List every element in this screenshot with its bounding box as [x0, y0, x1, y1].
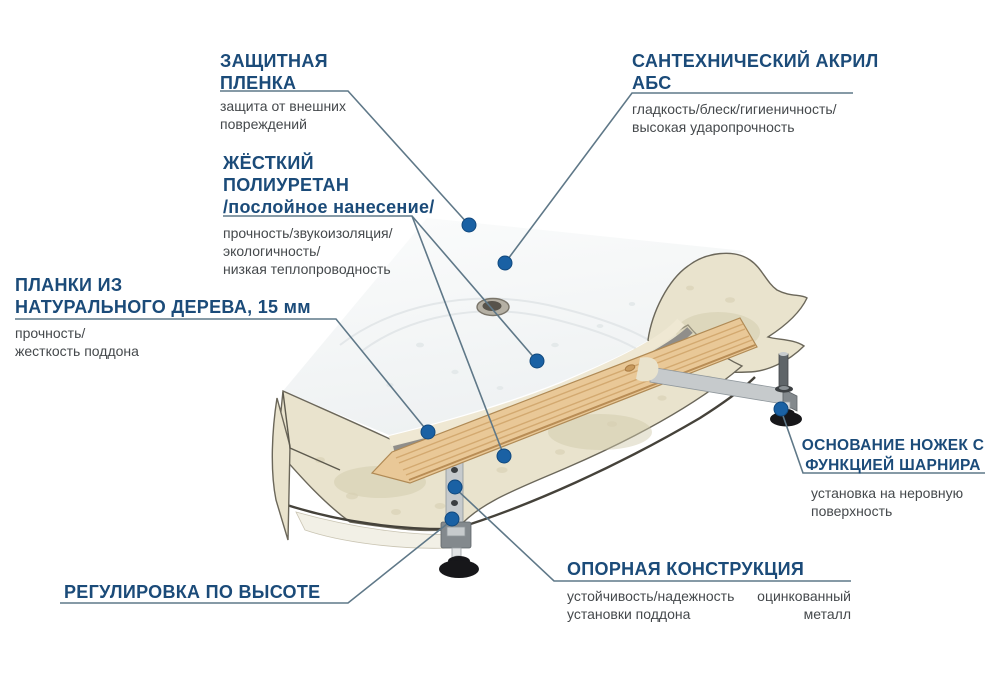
title-line: САНТЕХНИЧЕСКИЙ АКРИЛ: [632, 51, 879, 71]
title-line: НАТУРАЛЬНОГО ДЕРЕВА, 15 мм: [15, 297, 311, 317]
label-wood-planks-title: [15, 274, 311, 318]
label-height-adjustment: [64, 581, 320, 603]
label-height-adjustment-title: [64, 581, 320, 603]
label-protective-film-desc: [220, 97, 346, 133]
title-line: ЗАЩИТНАЯ: [220, 51, 328, 71]
desc-line: прочность/: [15, 325, 86, 341]
dot-support-frame: [448, 480, 462, 494]
label-polyurethane-title: [223, 152, 435, 218]
desc-line: металл: [803, 606, 851, 622]
title-line: ПОЛИУРЕТАН: [223, 175, 350, 195]
label-polyurethane: [223, 152, 435, 278]
title-line: ОПОРНАЯ КОНСТРУКЦИЯ: [567, 559, 805, 579]
title-line: ЖЁСТКИЙ: [223, 153, 314, 173]
drain-icon: [477, 299, 509, 316]
label-hinge-feet-title: [797, 436, 989, 476]
desc-line: высокая ударопрочность: [632, 119, 795, 135]
desc-line: устойчивость/надежность: [567, 588, 735, 604]
desc-line: гладкость/блеск/гигиеничность/: [632, 101, 837, 117]
desc-line: повреждений: [220, 116, 307, 132]
label-hinge-feet: [797, 436, 989, 520]
label-wood-planks-desc: [15, 324, 311, 360]
desc-line: поверхность: [811, 503, 893, 519]
desc-line: оцинкованный: [757, 588, 851, 604]
dot-hinge-feet: [774, 402, 788, 416]
dot-height-adjustment: [445, 512, 459, 526]
label-acrylic-desc: [632, 100, 879, 136]
title-line: ОСНОВАНИЕ НОЖЕК С: [801, 437, 985, 454]
title-line: АБС: [632, 73, 672, 93]
desc-line: жесткость поддона: [15, 343, 139, 359]
dot-protective-film: [462, 218, 476, 232]
desc-line: установка на неровную: [811, 485, 964, 501]
support-frame-desc-right: [757, 587, 851, 623]
dot-wood-planks: [421, 425, 435, 439]
adjustable-foot-center: [439, 556, 479, 579]
label-polyurethane-desc: [223, 224, 435, 278]
label-hinge-feet-desc: [811, 484, 989, 520]
label-protective-film: [220, 50, 346, 133]
dot-acrylic: [498, 256, 512, 270]
support-frame-desc-left: [567, 587, 734, 623]
desc-line: установки поддона: [567, 606, 691, 622]
title-line: /послойное нанесение/: [223, 197, 435, 217]
desc-line: низкая теплопроводность: [223, 261, 391, 277]
label-support-frame-desc: [567, 587, 851, 623]
title-line: РЕГУЛИРОВКА ПО ВЫСОТЕ: [64, 582, 321, 602]
label-support-frame: [567, 558, 851, 623]
title-line: ПЛЕНКА: [220, 73, 297, 93]
title-line: ПЛАНКИ ИЗ: [15, 275, 123, 295]
title-line: ФУНКЦИЕЙ ШАРНИРА: [805, 457, 981, 474]
desc-line: защита от внешних: [220, 98, 346, 114]
desc-line: прочность/звукоизоляция/: [223, 225, 393, 241]
label-support-frame-title: [567, 558, 851, 580]
label-acrylic: [632, 50, 879, 136]
label-protective-film-title: [220, 50, 346, 94]
dot-polyurethane-bottom: [497, 449, 511, 463]
desc-line: экологичность/: [223, 243, 321, 259]
label-wood-planks: [15, 274, 311, 360]
label-acrylic-title: [632, 50, 879, 94]
dot-polyurethane-top: [530, 354, 544, 368]
